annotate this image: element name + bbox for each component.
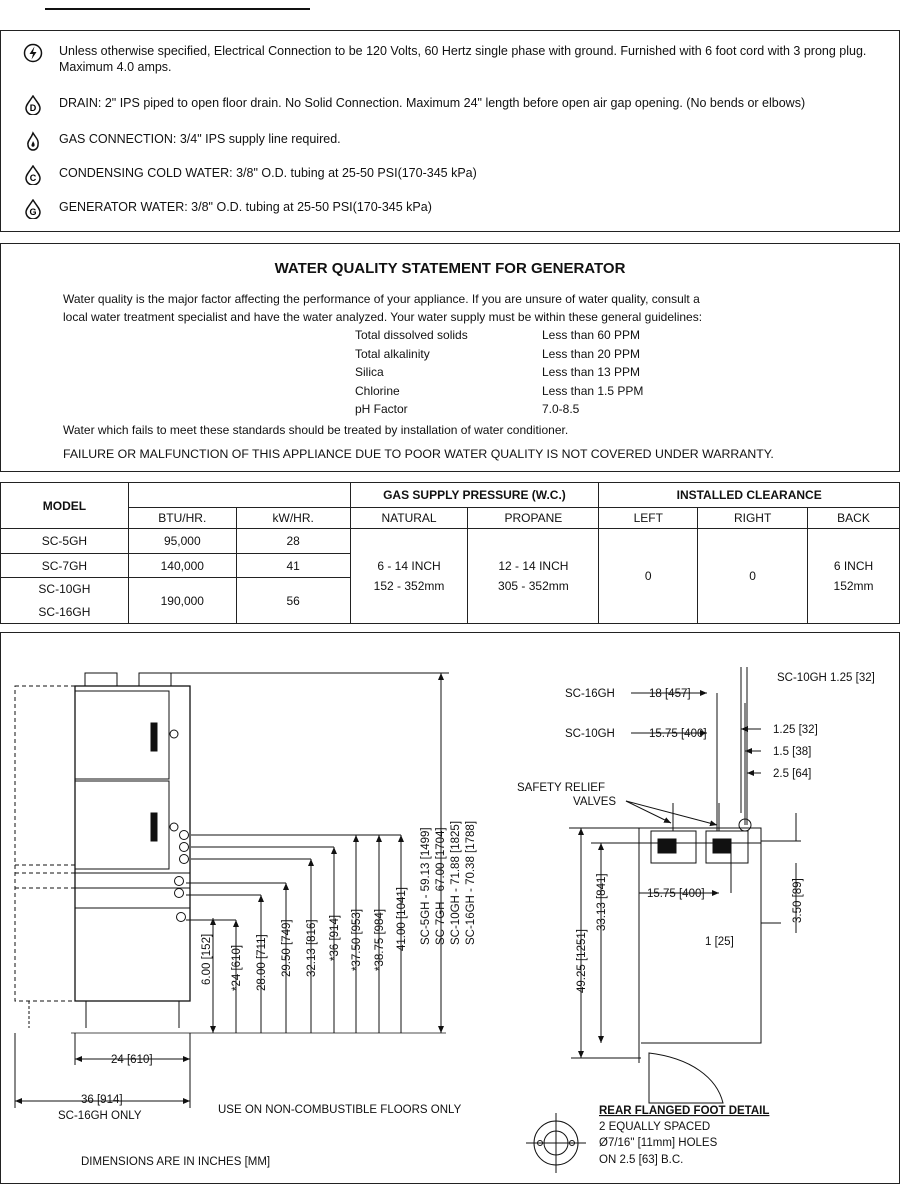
rear-view-unit: [639, 803, 761, 1103]
guideline-row: [355, 382, 643, 401]
valves-label-2: VALVES: [573, 796, 617, 808]
height-label: SC-16GH - 70.38 [1788]: [465, 820, 477, 945]
back-cell: [808, 529, 900, 624]
guideline-row: [355, 345, 643, 364]
vertical-dim-label: *36 [914]: [329, 914, 341, 961]
model-cell: SC-10GH: [1, 578, 129, 601]
model-cell: SC-16GH: [1, 601, 129, 624]
foot-detail-line: Ø7/16" [11mm] HOLES: [599, 1137, 718, 1149]
overall-dim-label: 36 [914]: [81, 1094, 123, 1106]
height-label: SC-5GH - 59.13 [1499]: [420, 827, 432, 945]
utility-gas: [23, 131, 889, 151]
connection-marker: [180, 843, 189, 852]
water-guidelines: [355, 326, 643, 419]
right-cell: 0: [698, 529, 808, 624]
floor-note: USE ON NON-COMBUSTIBLE FLOORS ONLY: [218, 1104, 462, 1116]
width-dim-label: 24 [610]: [111, 1054, 153, 1066]
vertical-dim-label: 41.00 [1041]: [396, 887, 408, 951]
rear-elec-dim: 1 [25]: [705, 936, 734, 948]
rear-sc10-label: SC-10GH: [565, 728, 615, 740]
electrical-icon: [23, 43, 43, 63]
dimension-diagram-box: [0, 632, 900, 1184]
header-rule: [45, 8, 310, 10]
connection-marker: [180, 831, 189, 840]
btu-cell: 190,000: [128, 578, 236, 624]
svg-text:C: C: [29, 173, 37, 183]
propane-cell: [468, 529, 599, 624]
height-label: SC-7GH - 67.00 [1704]: [435, 827, 447, 945]
btu-cell: 140,000: [128, 554, 236, 578]
natural-cell: [350, 529, 468, 624]
sc16-extension-outline: [15, 686, 75, 1001]
water-quality-box: [0, 243, 900, 472]
vertical-dim-label: 29.50 [749]: [281, 919, 293, 977]
gas-icon: [23, 131, 43, 151]
connection-marker: [177, 913, 186, 922]
utility-text: GENERATOR WATER: 3/8" O.D. tubing at 25-50 PSI(170-345 kPa): [59, 200, 432, 214]
header-natural: NATURAL: [350, 508, 468, 529]
utility-text: GAS CONNECTION: 3/4" IPS supply line required.: [59, 132, 341, 146]
rear-height-4925: 49.25 [1251]: [576, 929, 588, 993]
svg-text:D: D: [29, 103, 37, 113]
propane-inch: 12 - 14 INCH: [498, 559, 569, 573]
utility-electrical: [23, 43, 889, 75]
header-gas-pressure: GAS SUPPLY PRESSURE (W.C.): [350, 483, 599, 508]
guideline-limit: Less than 20 PPM: [542, 346, 641, 361]
header-blank: [128, 483, 350, 508]
vertical-dim-label: *37.50 [953]: [351, 908, 363, 971]
utility-generator-water: [23, 199, 889, 219]
dimension-drawing: [1, 633, 900, 1185]
drain-icon: [23, 95, 43, 115]
foot-detail-line: 2 EQUALLY SPACED: [599, 1121, 711, 1133]
vertical-dim-label: 32.13 [816]: [306, 919, 318, 977]
condensing-water-icon: [23, 165, 43, 185]
guideline-limit: Less than 60 PPM: [542, 328, 641, 342]
connection-marker: [175, 877, 184, 886]
propane-mm: 305 - 352mm: [498, 579, 569, 593]
water-quality-intro-1: Water quality is the major factor affecting the performance of your appliance. If you are unsure of water quality, consult a: [63, 292, 700, 306]
rear-sc10-top-label: SC-10GH 1.25 [32]: [777, 672, 875, 684]
header-right: RIGHT: [698, 508, 808, 529]
utility-drain: [23, 95, 889, 115]
header-btu: BTU/HR.: [128, 508, 236, 529]
overall-dim-note: SC-16GH ONLY: [58, 1110, 142, 1122]
back-mm: 152mm: [833, 579, 874, 593]
spec-table: [0, 482, 900, 624]
kw-cell: 28: [236, 529, 350, 554]
connection-marker: [180, 855, 189, 864]
guideline-row: [355, 400, 643, 419]
kw-cell: 56: [236, 578, 350, 624]
vertical-dim-label: *38.75 [984]: [374, 908, 386, 971]
natural-inch: 6 - 14 INCH: [377, 559, 441, 573]
guideline-limit: Less than 1.5 PPM: [542, 383, 644, 398]
guideline-limit: 7.0-8.5: [542, 402, 580, 416]
generator-water-icon: [23, 199, 43, 219]
guideline-row: [355, 326, 643, 345]
header-propane: PROPANE: [468, 508, 599, 529]
rear-sc10-dim: 15.75 [400]: [649, 728, 707, 740]
header-model: MODEL: [1, 483, 129, 529]
rear-sc16-label: SC-16GH: [565, 688, 615, 700]
water-quality-title: WATER QUALITY STATEMENT FOR GENERATOR: [274, 260, 626, 277]
guideline-row: [355, 363, 643, 382]
header-left: LEFT: [599, 508, 698, 529]
vertical-dim-label: 6.00 [152]: [201, 933, 213, 985]
foot-detail-title: REAR FLANGED FOOT DETAIL: [599, 1105, 770, 1117]
rear-dim-gas: 1.5 [38]: [773, 746, 812, 758]
utility-text: DRAIN: 2" IPS piped to open floor drain. No Solid Connection. Maximum 24" length before open air gap opening. (No bends or elbows): [59, 96, 806, 110]
rear-dim-c: 1.25 [32]: [773, 724, 818, 736]
utility-condensing-water: [23, 165, 889, 185]
utility-text: CONDENSING COLD WATER: 3/8" O.D. tubing at 25-50 PSI(170-345 kPa): [59, 166, 477, 180]
header-kw: kW/HR.: [236, 508, 350, 529]
guideline-name: pH Factor: [355, 402, 408, 416]
left-cell: 0: [599, 529, 698, 624]
guideline-name: Total dissolved solids: [355, 328, 468, 342]
guideline-name: Chlorine: [355, 383, 400, 398]
utilities-box: [0, 30, 900, 232]
height-label: SC-10GH - 71.88 [1825]: [450, 820, 462, 945]
foot-detail-line: ON 2.5 [63] B.C.: [599, 1154, 684, 1166]
back-inch: 6 INCH: [833, 559, 874, 573]
model-cell: SC-5GH: [1, 529, 129, 554]
water-treatment-note: Water which fails to meet these standards should be treated by installation of water conditioner.: [63, 423, 569, 437]
header-clearance: INSTALLED CLEARANCE: [599, 483, 900, 508]
rear-sc16-dim: 18 [457]: [649, 688, 691, 700]
natural-mm: 152 - 352mm: [373, 579, 445, 593]
units-note: DIMENSIONS ARE IN INCHES [MM]: [81, 1156, 271, 1168]
btu-cell: 95,000: [128, 529, 236, 554]
header-back: BACK: [808, 508, 900, 529]
guideline-name: Total alkalinity: [355, 346, 430, 361]
valves-label-1: SAFETY RELIEF: [517, 782, 605, 794]
utility-text: Unless otherwise specified, Electrical Connection to be 120 Volts, 60 Hertz single phase with ground. Furnished with 6 foot cord with 3 prong plug. Maximum 4.0 amps.: [59, 44, 867, 74]
rear-height-3313: 33.13 [841]: [596, 873, 608, 931]
rear-foot-detail-graphic: [526, 1113, 586, 1173]
model-cell: SC-7GH: [1, 554, 129, 578]
svg-text:G: G: [29, 207, 37, 217]
vertical-dim-label: *24 [610]: [231, 944, 243, 991]
front-view-cabinet: [29, 673, 190, 1028]
rear-height-350: 3.50 [89]: [792, 878, 804, 923]
rear-dim-g: 2.5 [64]: [773, 768, 812, 780]
rear-drain-dim: 15.75 [400]: [647, 888, 705, 900]
guideline-name: Silica: [355, 365, 384, 379]
guideline-limit: Less than 13 PPM: [542, 365, 641, 379]
connection-marker: [175, 889, 184, 898]
warranty-note: FAILURE OR MALFUNCTION OF THIS APPLIANCE DUE TO POOR WATER QUALITY IS NOT COVERED UNDER WARRANTY.: [63, 447, 774, 461]
vertical-dim-label: 28.00 [711]: [256, 934, 268, 991]
kw-cell: 41: [236, 554, 350, 578]
water-quality-intro-2: local water treatment specialist and have the water analyzed. Your water supply must be within these general guidelines:: [63, 310, 703, 324]
